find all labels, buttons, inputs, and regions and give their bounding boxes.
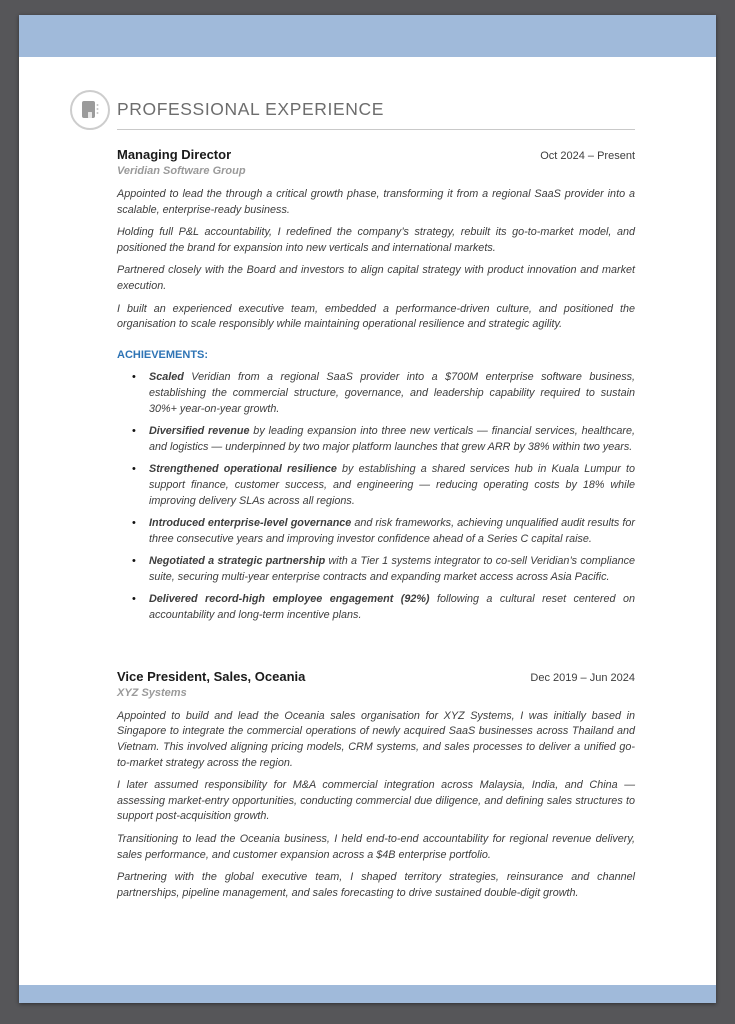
job-paragraph: Appointed to lead the through a critical growth phase, transforming it from a regional SaaS provider into a scalable, enterprise-ready business. bbox=[117, 188, 635, 216]
top-accent-bar bbox=[19, 15, 716, 57]
achievement-rest: by leading expansion into three new verticals — financial services, healthcare, and logistics — underpinned by two major platform launches that grew ARR by 38% within two years. bbox=[149, 424, 636, 453]
achievements-label: ACHIEVEMENTS: bbox=[117, 348, 209, 361]
job-paragraph: I built an experienced executive team, embedded a performance-driven culture, and positioned the organisation to scale responsibly while maintaining operational resilience and strategic agility. bbox=[117, 302, 635, 331]
job-title: Managing Director bbox=[117, 147, 232, 162]
achievement-item bbox=[132, 461, 635, 509]
job-dates: Dec 2019 – Jun 2024 bbox=[530, 671, 635, 684]
achievement-lead: Diversified revenue bbox=[149, 424, 250, 437]
achievement-text bbox=[149, 461, 635, 509]
achievement-rest: following a cultural reset centered on accountability and long-term incentive plans. bbox=[149, 592, 635, 621]
job-paragraph: Partnering with the global executive team, I shaped territory strategies, reinsurance and channel partnerships, pipeline management, and sales forecasting to drive sustained double-digit growth. bbox=[117, 871, 635, 899]
achievement-item bbox=[132, 515, 635, 547]
achievement-text bbox=[149, 591, 635, 623]
job-header-row bbox=[117, 147, 635, 162]
bullet-marker: • bbox=[132, 592, 136, 605]
achievement-text bbox=[149, 515, 635, 547]
resume-page bbox=[19, 15, 716, 1003]
achievement-lead: Strengthened operational resilience bbox=[149, 462, 337, 475]
achievement-item bbox=[132, 591, 635, 623]
job-title: Vice President, Sales, Oceania bbox=[117, 668, 306, 684]
job-paragraph: Appointed to build and lead the Oceania sales organisation for XYZ Systems, I was initially based in Singapore to integrate the commercial operations of newly acquired SaaS businesses across Thailand and Vietnam. This involved aligning pricing models, CRM systems, and sales processes to deliver a unified go-to-market strategy across the region. bbox=[117, 709, 635, 769]
bottom-accent-bar bbox=[19, 985, 716, 1003]
achievement-item bbox=[132, 553, 635, 585]
bullet-marker: • bbox=[132, 370, 136, 383]
achievements-list bbox=[117, 369, 635, 623]
achievement-text bbox=[149, 553, 635, 585]
achievement-lead: Delivered record-high employee engagement (92%) bbox=[149, 592, 430, 605]
section-header bbox=[117, 99, 635, 130]
job-dates: Oct 2024 – Present bbox=[540, 150, 635, 162]
bullet-marker: • bbox=[132, 554, 136, 567]
achievement-text bbox=[149, 423, 635, 455]
achievement-item bbox=[132, 423, 635, 455]
bullet-marker: • bbox=[132, 462, 136, 475]
achievement-lead: Scaled bbox=[149, 370, 184, 383]
achievement-rest: by establishing a shared services hub in Kuala Lumpur to support finance, customer success, and engineering — reducing operating costs by 18% while improving delivery SLAs across all regions. bbox=[149, 462, 635, 507]
job-paragraph: Holding full P&L accountability, I redefined the company’s strategy, rebuilt its go-to-market model, and positioned the brand for expansion into new verticals and international markets. bbox=[117, 226, 635, 254]
job-block-vice-president bbox=[117, 669, 635, 902]
building-icon bbox=[70, 90, 110, 130]
achievement-lead: Negotiated a strategic partnership bbox=[149, 554, 326, 567]
achievement-text bbox=[149, 369, 635, 417]
page-content bbox=[117, 99, 635, 908]
job-paragraph: Partnered closely with the Board and investors to align capital strategy with product innovation and market execution. bbox=[117, 264, 635, 292]
achievement-rest: with a Tier 1 systems integrator to co-sell Veridian’s compliance suite, securing multi-year enterprise contracts and expanding market access across Asia Pacific. bbox=[149, 554, 635, 583]
section-title: PROFESSIONAL EXPERIENCE bbox=[117, 99, 384, 119]
bullet-marker: • bbox=[132, 516, 136, 529]
job-paragraph: I later assumed responsibility for M&A commercial integration across Malaysia, India, and China — assessing market-entry opportunities, conducting commercial due diligence, and defining sales structures to support post-acquisition growth. bbox=[117, 779, 635, 823]
bullet-marker: • bbox=[132, 424, 136, 437]
achievement-item bbox=[132, 369, 635, 417]
achievement-rest: Veridian from a regional SaaS provider into a $700M enterprise software business, establishing the commercial structure, governance, and leadership capability required to sustain 30%+ year-on-year growth. bbox=[149, 370, 635, 415]
job-company: XYZ Systems bbox=[117, 686, 187, 699]
job-paragraph: Transitioning to lead the Oceania business, I held end-to-end accountability for regional revenue delivery, sales performance, and customer expansion across a $4B enterprise portfolio. bbox=[117, 832, 635, 861]
achievement-rest: and risk frameworks, achieving unqualified audit results for three consecutive years and improving investor confidence ahead of a Series C capital raise. bbox=[149, 516, 635, 545]
job-header-row bbox=[117, 669, 635, 684]
achievement-lead: Introduced enterprise-level governance bbox=[149, 516, 352, 529]
job-block-managing-director bbox=[117, 147, 635, 623]
job-company: Veridian Software Group bbox=[117, 165, 246, 177]
